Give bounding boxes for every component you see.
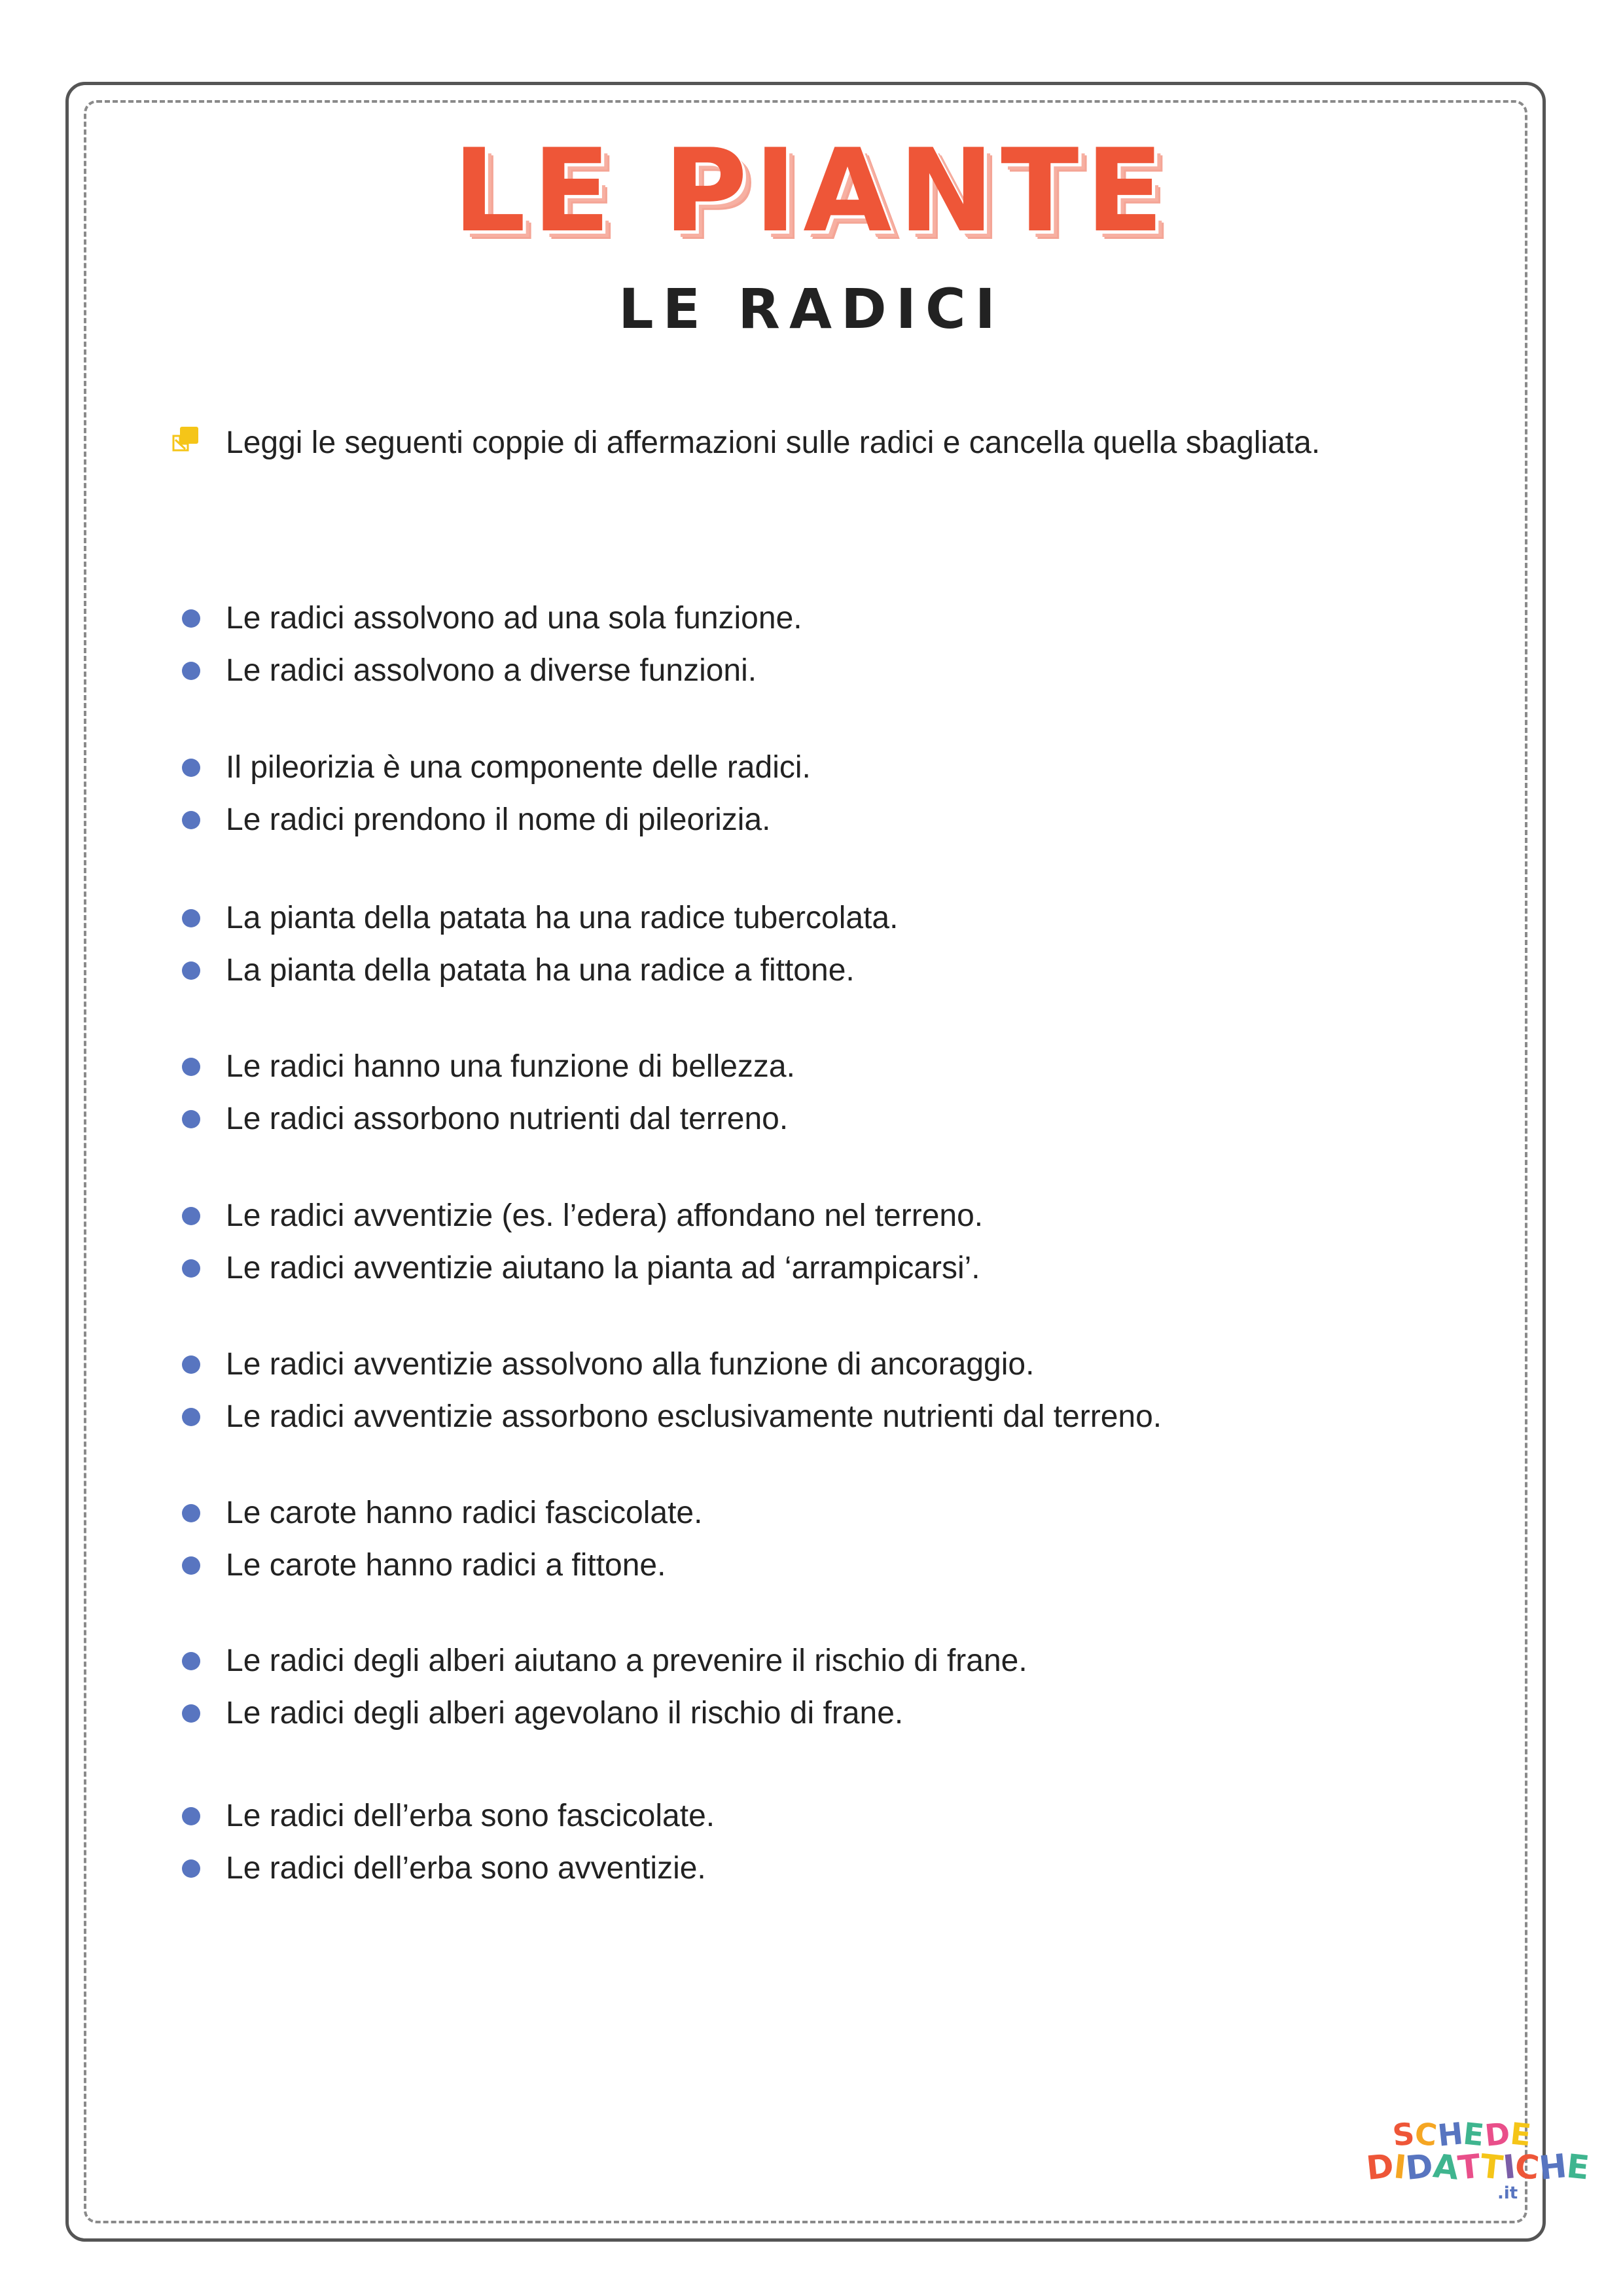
bullet-dot-icon (182, 609, 200, 628)
statement-item (0, 1192, 1623, 1238)
statement-text: Le radici avventizie assorbono esclusivamente nutrienti dal terreno. (226, 1399, 1162, 1434)
bullet-dot-icon (182, 1110, 200, 1128)
statement-text: Le radici hanno una funzione di bellezza. (226, 1049, 795, 1084)
statement-text: La pianta della patata ha una radice a fittone. (226, 953, 855, 988)
bullet-dot-icon (182, 1807, 200, 1825)
statement-text: Le radici prendono il nome di pileorizia. (226, 802, 771, 837)
bullet-dot-icon (182, 1207, 200, 1225)
statement-text: Le radici avventizie assolvono alla funzione di ancoraggio. (226, 1347, 1035, 1382)
statement-text: Le radici degli alberi aiutano a prevenire il rischio di frane. (226, 1643, 1027, 1678)
statement-item (0, 647, 1623, 692)
statement-item (0, 744, 1623, 789)
logo-text: SCHEDE (1391, 2115, 1534, 2153)
statement-item (0, 1637, 1623, 1683)
statement-item (0, 1043, 1623, 1088)
statement-text: Il pileorizia è una componente delle radici. (226, 750, 811, 785)
statement-text: Le radici dell’erba sono avventizie. (226, 1851, 706, 1886)
statement-text: Le radici degli alberi agevolano il rischio di frane. (226, 1696, 904, 1731)
statement-text: Le radici dell’erba sono fascicolate. (226, 1799, 715, 1833)
statement-item (0, 1844, 1623, 1890)
statement-item (0, 1489, 1623, 1535)
statement-item (0, 894, 1623, 940)
page-subtitle: LE RADICI (618, 277, 1005, 341)
statement-item (0, 1541, 1623, 1587)
bullet-dot-icon (182, 1504, 200, 1522)
statement-item (0, 1340, 1623, 1386)
statement-item (0, 1689, 1623, 1735)
bullet-dot-icon (182, 1652, 200, 1670)
bullet-dot-icon (182, 662, 200, 680)
schede-didattiche-logo: SCHEDE DIDATTICHE .it (1364, 2115, 1591, 2203)
statement-text: Le radici avventizie (es. l’edera) affondano nel terreno. (226, 1198, 984, 1233)
statement-item (0, 1792, 1623, 1838)
statement-item (0, 594, 1623, 640)
statement-item (0, 1095, 1623, 1141)
statement-text: Le radici assolvono a diverse funzioni. (226, 653, 757, 688)
statement-text: Le radici assolvono ad una sola funzione. (226, 601, 802, 636)
bullet-dot-icon (182, 961, 200, 980)
bullet-dot-icon (182, 1408, 200, 1426)
statement-text: Le radici assorbono nutrienti dal terreno. (226, 1102, 789, 1136)
statement-text: Le carote hanno radici fascicolate. (226, 1496, 703, 1530)
bullet-dot-icon (182, 811, 200, 829)
logo-text: DIDATTICHE (1364, 2146, 1591, 2188)
bullet-dot-icon (182, 1058, 200, 1076)
statement-item (0, 946, 1623, 992)
statement-item (0, 1244, 1623, 1290)
statement-item (0, 1393, 1623, 1439)
bullet-dot-icon (182, 1259, 200, 1278)
bullet-dot-icon (182, 1704, 200, 1723)
instruction-text: Leggi le seguenti coppie di affermazioni sulle radici e cancella quella sbagliata. (226, 425, 1321, 460)
statement-text: La pianta della patata ha una radice tubercolata. (226, 901, 899, 935)
bullet-dot-icon (182, 1556, 200, 1575)
bullet-dot-icon (182, 1355, 200, 1374)
statement-text: Le radici avventizie aiutano la pianta ad ‘arrampicarsi’. (226, 1251, 980, 1285)
bullet-dot-icon (182, 1859, 200, 1878)
page-title: LE PIANTE (452, 125, 1171, 258)
statement-text: Le carote hanno radici a fittone. (226, 1548, 666, 1583)
bullet-dot-icon (182, 909, 200, 927)
bullet-dot-icon (182, 759, 200, 777)
statement-item (0, 796, 1623, 842)
